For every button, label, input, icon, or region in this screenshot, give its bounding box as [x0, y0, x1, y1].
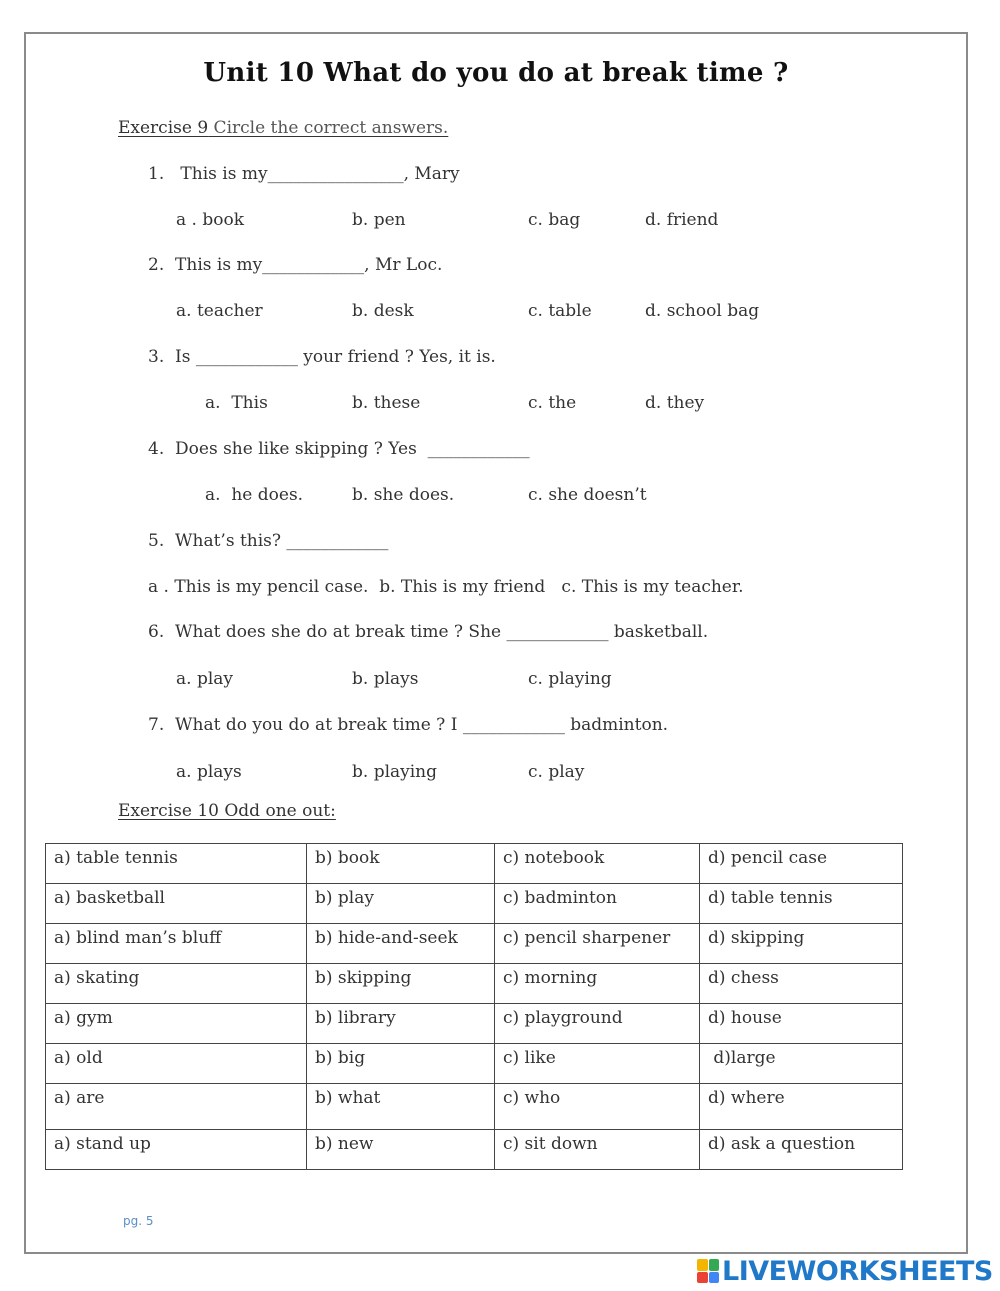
- table-cell[interactable]: d) ask a question: [700, 1130, 903, 1170]
- table-cell[interactable]: d) skipping: [700, 924, 903, 964]
- table-cell[interactable]: b) big: [307, 1044, 495, 1084]
- q7-option-c[interactable]: c. play: [528, 762, 585, 782]
- table-cell[interactable]: a) gym: [46, 1004, 307, 1044]
- table-cell[interactable]: a) old: [46, 1044, 307, 1084]
- table-cell[interactable]: c) notebook: [495, 844, 700, 884]
- table-cell[interactable]: c) playground: [495, 1004, 700, 1044]
- table-cell[interactable]: c) sit down: [495, 1130, 700, 1170]
- question-7: 7. What do you do at break time ? I ____________ badminton.: [148, 715, 669, 735]
- table-cell[interactable]: a) blind man’s bluff: [46, 924, 307, 964]
- q3-option-c[interactable]: c. the: [528, 393, 577, 413]
- table-row: [46, 1084, 903, 1130]
- q6-option-b[interactable]: b. plays: [352, 669, 419, 689]
- exercise-9-label: Exercise 9: [118, 118, 209, 138]
- q1-option-b[interactable]: b. pen: [352, 210, 406, 230]
- table-cell[interactable]: c) badminton: [495, 884, 700, 924]
- table-cell[interactable]: d) house: [700, 1004, 903, 1044]
- table-cell[interactable]: a) table tennis: [46, 844, 307, 884]
- table-cell[interactable]: a) are: [46, 1084, 307, 1130]
- table-cell[interactable]: b) book: [307, 844, 495, 884]
- question-4: 4. Does she like skipping ? Yes ____________: [148, 439, 530, 459]
- table-cell[interactable]: b) hide-and-seek: [307, 924, 495, 964]
- q2-option-d[interactable]: d. school bag: [645, 301, 760, 321]
- q5-options[interactable]: a . This is my pencil case. b. This is my friend c. This is my teacher.: [148, 577, 744, 597]
- table-cell[interactable]: a) skating: [46, 964, 307, 1004]
- table-row: [46, 924, 903, 964]
- q3-option-a[interactable]: a. This: [205, 393, 268, 413]
- q1-option-d[interactable]: d. friend: [645, 210, 719, 230]
- table-cell[interactable]: b) skipping: [307, 964, 495, 1004]
- exercise-9-heading: [118, 118, 448, 138]
- q4-option-c[interactable]: c. she doesn’t: [528, 485, 647, 505]
- q7-option-a[interactable]: a. plays: [176, 762, 242, 782]
- q2-option-b[interactable]: b. desk: [352, 301, 414, 321]
- table-cell[interactable]: a) basketball: [46, 884, 307, 924]
- q6-option-c[interactable]: c. playing: [528, 669, 612, 689]
- liveworksheets-wordmark: LIVEWORKSHEETS: [722, 1255, 993, 1287]
- table-cell[interactable]: d) pencil case: [700, 844, 903, 884]
- question-1: 1. This is my________________, Mary: [148, 164, 460, 184]
- q2-option-c[interactable]: c. table: [528, 301, 592, 321]
- table-row: [46, 844, 903, 884]
- question-6: 6. What does she do at break time ? She ____________ basketball.: [148, 622, 709, 642]
- exercise-10-heading: Exercise 10 Odd one out:: [118, 801, 336, 821]
- question-5: 5. What’s this? ____________: [148, 531, 389, 551]
- q4-option-a[interactable]: a. he does.: [205, 485, 304, 505]
- table-cell[interactable]: d) table tennis: [700, 884, 903, 924]
- q7-option-b[interactable]: b. playing: [352, 762, 438, 782]
- table-row: [46, 964, 903, 1004]
- table-cell[interactable]: c) morning: [495, 964, 700, 1004]
- liveworksheets-logo-icon: [697, 1259, 719, 1283]
- table-cell[interactable]: b) what: [307, 1084, 495, 1130]
- table-row: [46, 1004, 903, 1044]
- q3-option-b[interactable]: b. these: [352, 393, 421, 413]
- page-number: pg. 5: [123, 1214, 154, 1228]
- table-row: [46, 1130, 903, 1170]
- table-cell[interactable]: d) chess: [700, 964, 903, 1004]
- question-2: 2. This is my____________, Mr Loc.: [148, 255, 443, 275]
- q2-option-a[interactable]: a. teacher: [176, 301, 263, 321]
- question-3: 3. Is ____________ your friend ? Yes, it is.: [148, 347, 496, 367]
- q6-option-a[interactable]: a. play: [176, 669, 234, 689]
- table-cell[interactable]: c) like: [495, 1044, 700, 1084]
- table-cell[interactable]: b) play: [307, 884, 495, 924]
- table-cell[interactable]: a) stand up: [46, 1130, 307, 1170]
- exercise-9-instruction: Circle the correct answers.: [208, 118, 449, 138]
- table-cell[interactable]: b) new: [307, 1130, 495, 1170]
- worksheet-title: Unit 10 What do you do at break time ?: [203, 58, 789, 88]
- table-row: [46, 1044, 903, 1084]
- q1-option-a[interactable]: a . book: [176, 210, 244, 230]
- table-row: [46, 884, 903, 924]
- odd-one-out-table: [45, 843, 903, 1170]
- table-cell[interactable]: d) where: [700, 1084, 903, 1130]
- table-cell[interactable]: c) who: [495, 1084, 700, 1130]
- table-cell[interactable]: b) library: [307, 1004, 495, 1044]
- liveworksheets-brand[interactable]: [697, 1256, 993, 1286]
- q3-option-d[interactable]: d. they: [645, 393, 705, 413]
- table-cell[interactable]: c) pencil sharpener: [495, 924, 700, 964]
- q1-option-c[interactable]: c. bag: [528, 210, 581, 230]
- q4-option-b[interactable]: b. she does.: [352, 485, 455, 505]
- table-cell[interactable]: d)large: [700, 1044, 903, 1084]
